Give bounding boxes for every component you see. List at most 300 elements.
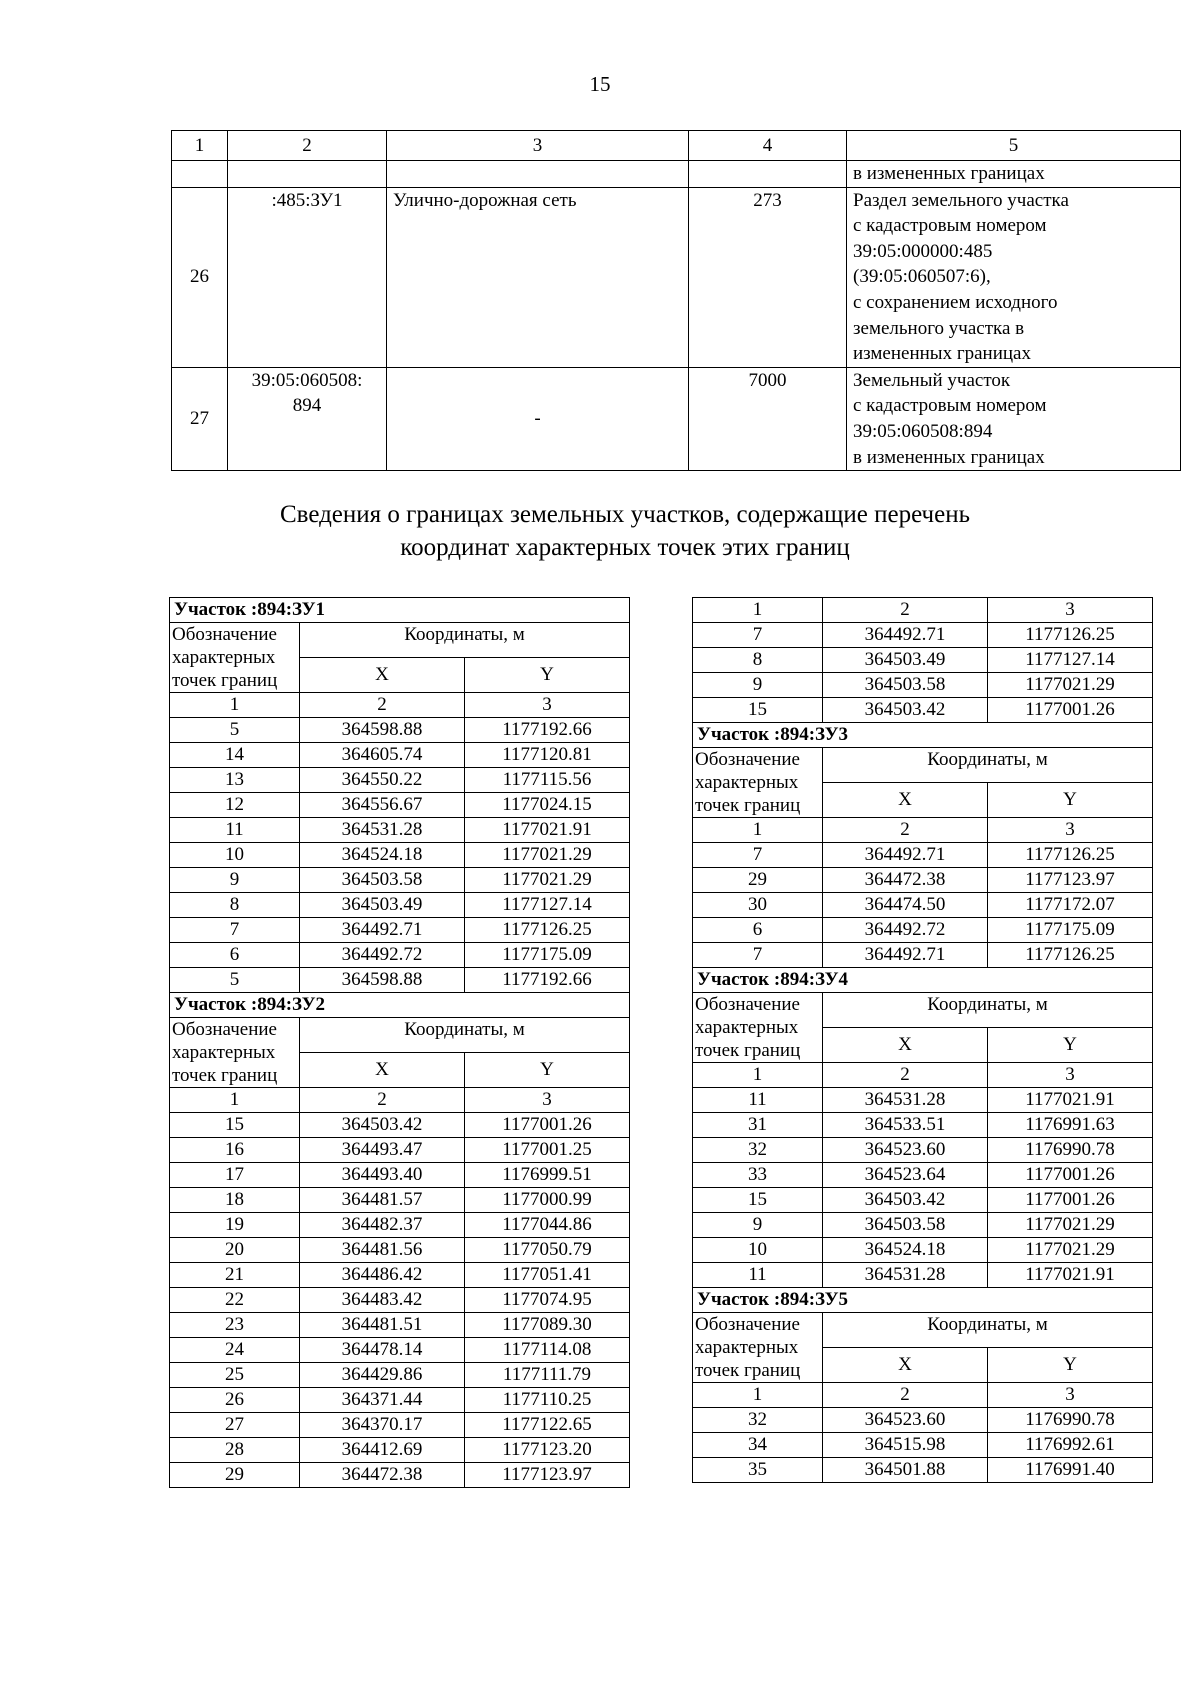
designation-line: 894: [292, 395, 322, 417]
y-coordinate: 1177115.56: [465, 768, 630, 793]
column-number-row: [170, 693, 630, 718]
column-number-row: [693, 1063, 1153, 1088]
y-coordinate: 1177172.07: [988, 893, 1153, 918]
col-num-2: 2: [300, 693, 465, 718]
table-row: [693, 673, 1153, 698]
y-coordinate: 1177001.25: [465, 1138, 630, 1163]
y-coordinate: 1176990.78: [988, 1138, 1153, 1163]
point-number: 35: [693, 1458, 823, 1483]
table-row: [172, 367, 1181, 470]
col-num-1: 1: [172, 131, 228, 161]
plot-designation: :485:ЗУ1: [228, 187, 387, 367]
x-header: X: [823, 783, 988, 818]
y-coordinate: 1177126.25: [988, 843, 1153, 868]
table-row: [170, 843, 630, 868]
y-coordinate: 1177192.66: [465, 968, 630, 993]
y-coordinate: 1177001.26: [988, 698, 1153, 723]
y-coordinate: 1177192.66: [465, 718, 630, 743]
x-coordinate: 364371.44: [300, 1388, 465, 1413]
point-number: 22: [170, 1288, 300, 1313]
y-coordinate: 1177127.14: [465, 893, 630, 918]
x-coordinate: 364503.42: [823, 1188, 988, 1213]
x-header: X: [823, 1028, 988, 1063]
x-coordinate: 364523.64: [823, 1163, 988, 1188]
coordinates-header: Координаты, м: [300, 623, 630, 658]
point-number: 11: [693, 1263, 823, 1288]
y-coordinate: 1177001.26: [988, 1163, 1153, 1188]
coordinates-table-right-body: [693, 598, 1153, 1483]
column-number-row: [170, 1088, 630, 1113]
y-coordinate: 1177021.91: [988, 1088, 1153, 1113]
column-number-row: [693, 598, 1153, 623]
y-coordinate: 1177175.09: [988, 918, 1153, 943]
plot-title: Участок :894:ЗУ4: [693, 968, 1153, 993]
plot-title-row: [693, 968, 1153, 993]
y-coordinate: 1177051.41: [465, 1263, 630, 1288]
coordinates-header: Координаты, м: [300, 1018, 630, 1053]
table-row: [693, 943, 1153, 968]
plot-title: Участок :894:ЗУ5: [693, 1288, 1153, 1313]
y-coordinate: 1177111.79: [465, 1363, 630, 1388]
point-number: 29: [693, 868, 823, 893]
table-row: [170, 1388, 630, 1413]
x-coordinate: 364524.18: [300, 843, 465, 868]
note-line: Земельный участок: [853, 369, 1011, 391]
y-coordinate: 1176990.78: [988, 1408, 1153, 1433]
col-num-3: 3: [988, 818, 1153, 843]
x-coordinate: 364483.42: [300, 1288, 465, 1313]
plot-note: [847, 187, 1181, 367]
table-row: [170, 1263, 630, 1288]
table-row: [170, 1413, 630, 1438]
point-number: 5: [170, 968, 300, 993]
x-coordinate: 364550.22: [300, 768, 465, 793]
coordinates-header: Координаты, м: [823, 1313, 1153, 1348]
y-coordinate: 1177123.97: [465, 1463, 630, 1488]
column-number-row: [693, 1383, 1153, 1408]
y-header: Y: [988, 783, 1153, 818]
table-row: [170, 1288, 630, 1313]
designation-header-line: характерных: [695, 1337, 799, 1358]
x-coordinate: 364503.49: [823, 648, 988, 673]
x-coordinate: 364524.18: [823, 1238, 988, 1263]
col-num-5: 5: [847, 131, 1181, 161]
y-coordinate: 1176991.63: [988, 1113, 1153, 1138]
point-number: 14: [170, 743, 300, 768]
col-num-2: 2: [823, 1063, 988, 1088]
col-num-3: 3: [988, 598, 1153, 623]
point-number: 7: [693, 943, 823, 968]
point-number: 23: [170, 1313, 300, 1338]
point-number: 15: [170, 1113, 300, 1138]
x-coordinate: 364492.71: [823, 623, 988, 648]
y-coordinate: 1177126.25: [988, 943, 1153, 968]
table-row: [693, 1188, 1153, 1213]
point-number: 17: [170, 1163, 300, 1188]
plot-designation: [228, 367, 387, 470]
x-coordinate: 364598.88: [300, 968, 465, 993]
col-num-3: 3: [465, 1088, 630, 1113]
note-line: 39:05:060508:894: [853, 420, 993, 442]
table-row: [693, 698, 1153, 723]
y-coordinate: 1177024.15: [465, 793, 630, 818]
y-coordinate: 1177123.20: [465, 1438, 630, 1463]
table-row: [170, 1163, 630, 1188]
x-coordinate: 364481.51: [300, 1313, 465, 1338]
plot-use: Улично-дорожная сеть: [387, 187, 689, 367]
point-number: 32: [693, 1138, 823, 1163]
table-row: [693, 868, 1153, 893]
col-num-2: 2: [823, 598, 988, 623]
y-coordinate: 1177074.95: [465, 1288, 630, 1313]
note-line: с кадастровым номером: [853, 215, 1047, 237]
x-coordinate: 364472.38: [823, 868, 988, 893]
y-header: Y: [465, 658, 630, 693]
note-line: Раздел земельного участка: [853, 189, 1069, 211]
column-header-row: [693, 993, 1153, 1028]
col-num-1: 1: [693, 1063, 823, 1088]
row-number: 26: [172, 187, 228, 367]
col-num-3: 3: [465, 693, 630, 718]
plot-title: Участок :894:ЗУ1: [170, 598, 630, 623]
point-number: 6: [693, 918, 823, 943]
coordinates-table-left: [169, 597, 630, 1488]
table-row: [693, 843, 1153, 868]
heading-line: Сведения о границах земельных участков, содержащие перечень: [279, 501, 970, 528]
note-line: с сохранением исходного: [853, 291, 1058, 313]
designation-header-line: Обозначение: [695, 1314, 800, 1335]
table-row: [170, 868, 630, 893]
point-number: 26: [170, 1388, 300, 1413]
x-coordinate: 364515.98: [823, 1433, 988, 1458]
x-coordinate: 364492.71: [300, 918, 465, 943]
table-row: [693, 1138, 1153, 1163]
plot-note: [847, 367, 1181, 470]
y-coordinate: 1177175.09: [465, 943, 630, 968]
point-number: 13: [170, 768, 300, 793]
y-coordinate: 1177021.91: [988, 1263, 1153, 1288]
col-num-2: 2: [228, 131, 387, 161]
y-coordinate: 1177021.29: [988, 1238, 1153, 1263]
table-row: [693, 893, 1153, 918]
table-row: [170, 1313, 630, 1338]
x-coordinate: 364503.58: [823, 1213, 988, 1238]
table-row: [170, 1113, 630, 1138]
x-coordinate: 364501.88: [823, 1458, 988, 1483]
point-number: 18: [170, 1188, 300, 1213]
point-number: 20: [170, 1238, 300, 1263]
designation-header-line: характерных: [695, 1017, 799, 1038]
y-coordinate: 1177021.29: [988, 673, 1153, 698]
point-number: 7: [693, 623, 823, 648]
table-row: [170, 1213, 630, 1238]
col-num-3: 3: [988, 1063, 1153, 1088]
coordinates-table-right: [692, 597, 1153, 1483]
designation-header-line: Обозначение: [695, 994, 800, 1015]
y-coordinate: 1177000.99: [465, 1188, 630, 1213]
table-row: [170, 943, 630, 968]
point-number: 29: [170, 1463, 300, 1488]
x-coordinate: 364531.28: [823, 1088, 988, 1113]
designation-header-line: точек границ: [172, 1065, 278, 1086]
designation-header-line: точек границ: [695, 795, 801, 816]
col-num-1: 1: [693, 598, 823, 623]
point-number: 15: [693, 1188, 823, 1213]
x-coordinate: 364605.74: [300, 743, 465, 768]
designation-header: [693, 993, 823, 1063]
designation-header: [170, 1018, 300, 1088]
point-number: 15: [693, 698, 823, 723]
table-row: [170, 1188, 630, 1213]
note-line: измененных границах: [853, 343, 1031, 365]
table-row: [170, 818, 630, 843]
x-coordinate: 364503.42: [823, 698, 988, 723]
x-coordinate: 364481.57: [300, 1188, 465, 1213]
point-number: 10: [170, 843, 300, 868]
designation-line: 39:05:060508:: [251, 369, 363, 391]
point-number: 5: [170, 718, 300, 743]
y-coordinate: 1176999.51: [465, 1163, 630, 1188]
x-coordinate: 364503.49: [300, 893, 465, 918]
x-header: X: [300, 658, 465, 693]
heading-line: координат характерных точек этих границ: [400, 534, 850, 561]
x-coordinate: 364493.40: [300, 1163, 465, 1188]
x-coordinate: 364598.88: [300, 718, 465, 743]
table-row: [693, 648, 1153, 673]
point-number: 7: [693, 843, 823, 868]
table-row: [693, 623, 1153, 648]
point-number: 24: [170, 1338, 300, 1363]
column-header-row: [170, 1018, 630, 1053]
col-num-3: 3: [988, 1383, 1153, 1408]
column-number-row: [693, 818, 1153, 843]
section-heading: [175, 498, 1075, 564]
designation-header-line: Обозначение: [172, 624, 277, 645]
x-coordinate: 364523.60: [823, 1408, 988, 1433]
table-header-row: [172, 131, 1181, 161]
y-coordinate: 1177021.91: [465, 818, 630, 843]
col-num-1: 1: [693, 1383, 823, 1408]
point-number: 25: [170, 1363, 300, 1388]
x-coordinate: 364481.56: [300, 1238, 465, 1263]
y-coordinate: 1176992.61: [988, 1433, 1153, 1458]
row-number: 27: [172, 367, 228, 470]
table-row: [172, 187, 1181, 367]
table-row: [170, 893, 630, 918]
note-line: земельного участка в: [853, 317, 1025, 339]
x-coordinate: 364503.58: [300, 868, 465, 893]
plot-area: 7000: [689, 367, 847, 470]
point-number: 21: [170, 1263, 300, 1288]
x-coordinate: 364556.67: [300, 793, 465, 818]
coordinates-header: Координаты, м: [823, 993, 1153, 1028]
designation-header: [693, 1313, 823, 1383]
point-number: 27: [170, 1413, 300, 1438]
table-row: [170, 1138, 630, 1163]
column-header-row: [693, 748, 1153, 783]
table-row: [170, 718, 630, 743]
coordinates-header: Координаты, м: [823, 748, 1153, 783]
table-row: [170, 793, 630, 818]
plot-area: 273: [689, 187, 847, 367]
col-num-1: 1: [170, 693, 300, 718]
point-number: 28: [170, 1438, 300, 1463]
continuation-note: в измененных границах: [847, 161, 1181, 188]
point-number: 33: [693, 1163, 823, 1188]
table-row: [693, 1458, 1153, 1483]
y-coordinate: 1177001.26: [988, 1188, 1153, 1213]
coordinates-table-left-body: [170, 598, 630, 1488]
point-number: 10: [693, 1238, 823, 1263]
column-header-row: [170, 623, 630, 658]
x-coordinate: 364523.60: [823, 1138, 988, 1163]
plot-title-row: [693, 723, 1153, 748]
y-coordinate: 1177110.25: [465, 1388, 630, 1413]
point-number: 16: [170, 1138, 300, 1163]
note-line: с кадастровым номером: [853, 395, 1047, 417]
point-number: 7: [170, 918, 300, 943]
point-number: 8: [170, 893, 300, 918]
plot-use: -: [387, 367, 689, 470]
table-row: [170, 768, 630, 793]
table-row: [170, 1338, 630, 1363]
point-number: 30: [693, 893, 823, 918]
table-row-continuation: [172, 161, 1181, 188]
point-number: 6: [170, 943, 300, 968]
point-number: 19: [170, 1213, 300, 1238]
table-row: [170, 918, 630, 943]
plot-title: Участок :894:ЗУ2: [170, 993, 630, 1018]
x-coordinate: 364492.72: [823, 918, 988, 943]
table-row: [170, 1363, 630, 1388]
note-line: в измененных границах: [853, 446, 1045, 468]
col-num-2: 2: [823, 818, 988, 843]
plot-title-row: [170, 598, 630, 623]
table-row: [170, 1238, 630, 1263]
plot-title-row: [693, 1288, 1153, 1313]
point-number: 9: [693, 1213, 823, 1238]
y-header: Y: [988, 1028, 1153, 1063]
y-coordinate: 1177127.14: [988, 648, 1153, 673]
x-coordinate: 364503.58: [823, 673, 988, 698]
designation-header-line: Обозначение: [172, 1019, 277, 1040]
table-row: [170, 743, 630, 768]
table-row: [693, 1408, 1153, 1433]
x-coordinate: 364503.42: [300, 1113, 465, 1138]
x-coordinate: 364492.71: [823, 943, 988, 968]
point-number: 11: [170, 818, 300, 843]
column-header-row: [693, 1313, 1153, 1348]
y-coordinate: 1177021.29: [465, 843, 630, 868]
col-num-1: 1: [170, 1088, 300, 1113]
y-header: Y: [988, 1348, 1153, 1383]
table-row: [170, 968, 630, 993]
x-coordinate: 364482.37: [300, 1213, 465, 1238]
table-row: [693, 1213, 1153, 1238]
y-coordinate: 1177123.97: [988, 868, 1153, 893]
y-coordinate: 1177021.29: [988, 1213, 1153, 1238]
x-coordinate: 364429.86: [300, 1363, 465, 1388]
y-coordinate: 1177089.30: [465, 1313, 630, 1338]
y-coordinate: 1177120.81: [465, 743, 630, 768]
x-coordinate: 364472.38: [300, 1463, 465, 1488]
point-number: 8: [693, 648, 823, 673]
col-num-1: 1: [693, 818, 823, 843]
point-number: 9: [170, 868, 300, 893]
table-row: [170, 1463, 630, 1488]
designation-header: [170, 623, 300, 693]
x-coordinate: 364492.72: [300, 943, 465, 968]
y-coordinate: 1176991.40: [988, 1458, 1153, 1483]
x-coordinate: 364486.42: [300, 1263, 465, 1288]
y-coordinate: 1177122.65: [465, 1413, 630, 1438]
x-coordinate: 364412.69: [300, 1438, 465, 1463]
table-row: [693, 1433, 1153, 1458]
note-line: 39:05:000000:485: [853, 240, 993, 262]
plot-title: Участок :894:ЗУ3: [693, 723, 1153, 748]
y-coordinate: 1177126.25: [465, 918, 630, 943]
point-number: 9: [693, 673, 823, 698]
col-num-3: 3: [387, 131, 689, 161]
table-row: [693, 1163, 1153, 1188]
table-row: [693, 1113, 1153, 1138]
designation-header-line: характерных: [172, 647, 276, 668]
col-num-2: 2: [823, 1383, 988, 1408]
designation-header-line: характерных: [695, 772, 799, 793]
point-number: 11: [693, 1088, 823, 1113]
designation-header-line: точек границ: [695, 1040, 801, 1061]
land-plot-table: [171, 130, 1181, 471]
x-coordinate: 364531.28: [823, 1263, 988, 1288]
designation-header-line: точек границ: [695, 1360, 801, 1381]
x-coordinate: 364474.50: [823, 893, 988, 918]
table-row: [693, 1238, 1153, 1263]
designation-header-line: Обозначение: [695, 749, 800, 770]
point-number: 32: [693, 1408, 823, 1433]
y-coordinate: 1177001.26: [465, 1113, 630, 1138]
y-header: Y: [465, 1053, 630, 1088]
point-number: 34: [693, 1433, 823, 1458]
x-coordinate: 364492.71: [823, 843, 988, 868]
y-coordinate: 1177114.08: [465, 1338, 630, 1363]
plot-title-row: [170, 993, 630, 1018]
table-row: [170, 1438, 630, 1463]
y-coordinate: 1177021.29: [465, 868, 630, 893]
y-coordinate: 1177050.79: [465, 1238, 630, 1263]
col-num-4: 4: [689, 131, 847, 161]
x-header: X: [300, 1053, 465, 1088]
point-number: 12: [170, 793, 300, 818]
y-coordinate: 1177044.86: [465, 1213, 630, 1238]
x-coordinate: 364533.51: [823, 1113, 988, 1138]
point-number: 31: [693, 1113, 823, 1138]
designation-header-line: характерных: [172, 1042, 276, 1063]
page-number: 15: [589, 72, 611, 96]
x-header: X: [823, 1348, 988, 1383]
y-coordinate: 1177126.25: [988, 623, 1153, 648]
table-row: [693, 1263, 1153, 1288]
designation-header-line: точек границ: [172, 670, 278, 691]
x-coordinate: 364370.17: [300, 1413, 465, 1438]
x-coordinate: 364493.47: [300, 1138, 465, 1163]
table-row: [693, 918, 1153, 943]
note-line: (39:05:060507:6),: [853, 266, 991, 288]
x-coordinate: 364531.28: [300, 818, 465, 843]
designation-header: [693, 748, 823, 818]
table-row: [693, 1088, 1153, 1113]
col-num-2: 2: [300, 1088, 465, 1113]
x-coordinate: 364478.14: [300, 1338, 465, 1363]
